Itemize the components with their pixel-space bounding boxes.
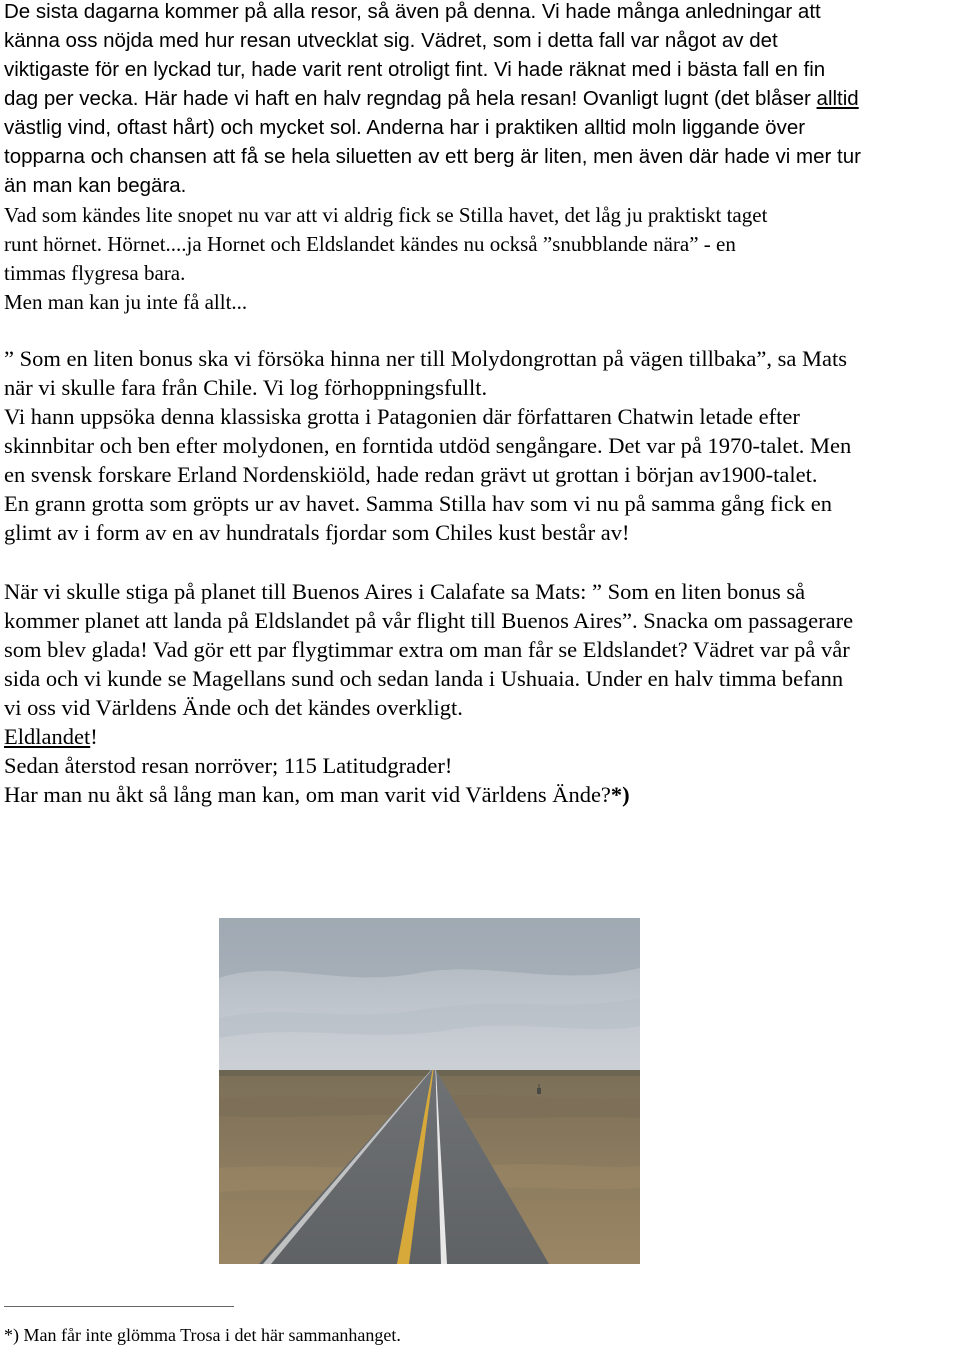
text-line: ” Som en liten bonus ska vi försöka hinna ner till Molydongrottan på vägen tillbaka”, sa Mats: [4, 346, 847, 371]
text-line: Vi hann uppsöka denna klassiska grotta i Patagonien där författaren Chatwin letade efter: [4, 404, 800, 429]
text-line: När vi skulle stiga på planet till Buenos Aires i Calafate sa Mats: ” Som en liten bonus så: [4, 579, 806, 604]
text-line: [4, 782, 630, 808]
text-line: som blev glada! Vad gör ett par flygtimmar extra om man får se Eldslandet? Vädret var på vår: [4, 637, 850, 662]
text-line: Men man kan ju inte få allt...: [4, 290, 248, 314]
footnote-marker: *): [610, 782, 630, 807]
text-line: [4, 724, 98, 750]
text-line: runt hörnet. Hörnet....ja Hornet och Eldslandet kändes nu också ”snubblande nära” - en: [4, 232, 736, 256]
footnote: *) Man får inte glömma Trosa i det här sammanhanget.: [4, 1325, 401, 1345]
text-line: en svensk forskare Erland Nordenskiöld, hade redan grävt ut grottan i början av1900-talet.: [4, 462, 818, 487]
text-line: kommer planet att landa på Eldslandet på vår flight till Buenos Aires”. Snacka om passagerare: [4, 608, 854, 633]
text-span: dag per vecka. Här hade vi haft en halv regndag på hela resan! Ovanligt lugnt (det blåser: [4, 87, 817, 110]
text-line: vi oss vid Världens Ände och det kändes overkligt.: [4, 695, 463, 720]
text-line: Vad som kändes lite snopet nu var att vi aldrig fick se Stilla havet, det låg ju praktiskt taget: [4, 203, 768, 227]
text-span: Har man nu åkt så lång man kan, om man varit vid Världens Ände?: [4, 782, 611, 807]
text-line: västlig vind, oftast hårt) och mycket sol. Anderna har i praktiken alltid moln liggande över: [4, 116, 806, 139]
text-line: [4, 87, 859, 111]
text-line: De sista dagarna kommer på alla resor, så även på denna. Vi hade många anledningar att: [4, 0, 821, 23]
text-line: viktigaste för en lyckad tur, hade varit rent otroligt fint. Vi hade räknat med i bästa fall en fin: [4, 58, 826, 81]
road-photo: [219, 918, 640, 1264]
text-line: när vi skulle fara från Chile. Vi log förhoppningsfullt.: [4, 375, 488, 400]
text-span: !: [90, 724, 98, 749]
text-line: timmas flygresa bara.: [4, 261, 186, 285]
text-line: sida och vi kunde se Magellans sund och sedan landa i Ushuaia. Under en halv timma befann: [4, 666, 844, 691]
text-line: topparna och chansen att få se hela siluetten av ett berg är liten, men även där hade vi mer tur: [4, 145, 861, 168]
text-line: än man kan begära.: [4, 174, 187, 197]
text-line: En grann grotta som gröpts ur av havet. Samma Stilla hav som vi nu på samma gång fick en: [4, 491, 832, 516]
text-line: Sedan återstod resan norröver; 115 Latitudgrader!: [4, 753, 453, 778]
footnote-divider: [4, 1306, 234, 1307]
underlined-word: Eldlandet: [4, 724, 91, 749]
text-line: skinnbitar och ben efter molydonen, en forntida utdöd sengångare. Det var på 1970-talet. Men: [4, 433, 852, 458]
underlined-word: alltid: [816, 87, 859, 110]
text-line: glimt av i form av en av hundratals fjordar som Chiles kust består av!: [4, 520, 630, 545]
text-line: känna oss nöjda med hur resan utvecklat sig. Vädret, som i detta fall var något av det: [4, 29, 778, 52]
